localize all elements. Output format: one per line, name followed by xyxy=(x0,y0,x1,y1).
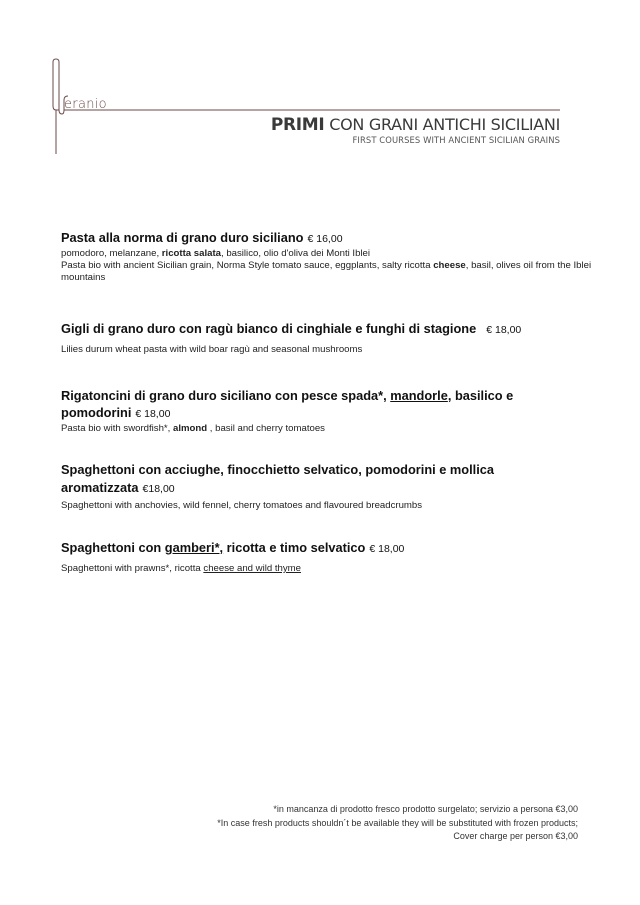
footer-notes xyxy=(217,803,578,844)
page-title xyxy=(271,116,560,134)
dish-price: € 16,00 xyxy=(307,233,343,245)
menu-item xyxy=(61,387,531,435)
dish-name xyxy=(61,229,621,248)
dish-title: ricotta e timo selvatico xyxy=(223,540,366,555)
dish-name xyxy=(61,461,511,498)
dish-name xyxy=(61,320,621,339)
desc-bold: cheese xyxy=(433,260,466,271)
dish-desc-en: Spaghettoni with anchovies, wild fennel, cherry tomatoes and flavoured breadcrumbs xyxy=(61,500,423,511)
menu-item xyxy=(61,229,621,284)
desc-text: , basilico, olio d'oliva dei Monti Iblei xyxy=(221,248,371,259)
dish-name xyxy=(61,387,531,423)
desc-text: , basil, olives oil from the Iblei mountains xyxy=(61,260,592,283)
footer-line-en: *In case fresh products shouldn´t be available they will be substituted with frozen products; xyxy=(217,817,578,828)
dish-title: , basilico e pomodorini xyxy=(61,388,514,420)
desc-underlined: cheese and wild thyme xyxy=(203,563,301,574)
dish-title: Spaghettoni con xyxy=(61,540,165,555)
dish-title: Pasta alla norma di grano duro siciliano xyxy=(61,230,304,245)
section-title xyxy=(271,116,560,145)
desc-text: pomodoro, melanzane, xyxy=(61,248,162,259)
dish-title-underlined: gamberi*, xyxy=(164,540,224,555)
desc-bold: almond xyxy=(172,423,208,434)
dish-desc-it xyxy=(61,248,621,260)
desc-text: , basil and cherry tomatoes xyxy=(207,423,325,434)
menu-item xyxy=(61,461,511,512)
desc-text: Pasta bio with ancient Sicilian grain, Norma Style tomato sauce, eggplants, salty ricotta xyxy=(61,260,434,271)
desc-text: Pasta bio with swordfish*, xyxy=(61,423,173,434)
page-subtitle: FIRST COURSES WITH ANCIENT SICILIAN GRAINS xyxy=(352,135,560,145)
footer-line-it: *in mancanza di prodotto fresco prodotto surgelato; servizio a persona €3,00 xyxy=(273,804,578,814)
dish-desc-en xyxy=(61,563,621,575)
dish-title: Spaghettoni con acciughe, finocchietto selvatico, pomodorini e mollica aromatizzata xyxy=(61,462,495,495)
title-rest: CON GRANI ANTICHI SICILIANI xyxy=(324,115,560,134)
dish-price: € 18,00 xyxy=(486,324,522,336)
logo-text: eranio xyxy=(64,97,107,112)
dish-title: Rigatoncini di grano duro siciliano con pesce spada*, xyxy=(61,388,391,403)
desc-text: Spaghettoni with prawns*, ricotta xyxy=(61,563,204,574)
dish-price: €18,00 xyxy=(142,483,175,495)
footer-cover-charge: Cover charge per person €3,00 xyxy=(453,831,578,841)
dish-price: € 18,00 xyxy=(135,408,171,420)
dish-title: Gigli di grano duro con ragù bianco di cinghiale e funghi di stagione xyxy=(61,321,477,336)
menu-item xyxy=(61,320,621,356)
desc-bold: ricotta salata xyxy=(161,248,221,259)
dish-price: € 18,00 xyxy=(369,543,405,555)
dish-name xyxy=(61,539,621,558)
dish-desc-en xyxy=(61,423,531,435)
dish-desc-en xyxy=(61,260,621,284)
menu-item xyxy=(61,539,621,575)
title-bold: PRIMI xyxy=(270,115,325,135)
dish-title-underlined: mandorle xyxy=(390,388,448,403)
dish-desc-en: Lilies durum wheat pasta with wild boar ragù and seasonal mushrooms xyxy=(61,344,363,355)
